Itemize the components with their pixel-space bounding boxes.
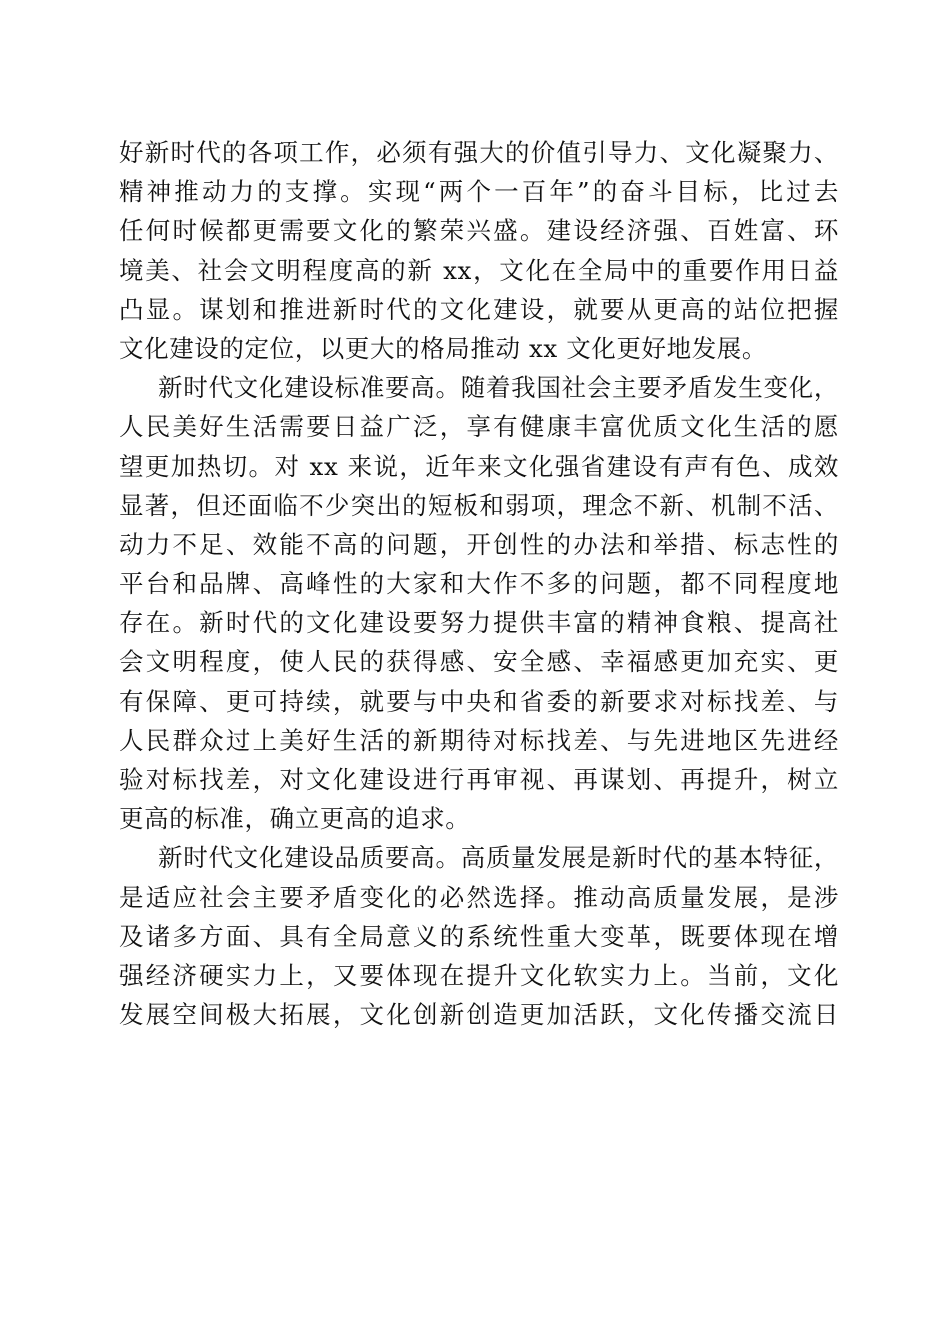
text-line: 是适应社会主要矛盾变化的必然选择。推动高质量发展，是涉	[119, 882, 839, 912]
text-line: 好新时代的各项工作，必须有强大的价值引导力、文化凝聚力、	[119, 138, 839, 167]
text-line: 人民群众过上美好生活的新期待对标找差、与先进地区先进经	[119, 725, 839, 755]
text-line: 凸显。谋划和推进新时代的文化建设，就要从更高的站位把握	[119, 294, 839, 324]
paragraph	[119, 133, 839, 368]
text-line: 发展空间极大拓展，文化创新创造更加活跃，文化传播交流日	[119, 1000, 839, 1030]
text-line: 存在。新时代的文化建设要努力提供丰富的精神食粮、提高社	[119, 608, 839, 638]
text-line: 会文明程度，使人民的获得感、安全感、幸福感更加充实、更	[119, 647, 839, 677]
text-line: 精神推动力的支撑。实现“两个一百年”的奋斗目标，比过去	[119, 177, 839, 207]
text-line: 及诸多方面、具有全局意义的系统性重大变革，既要体现在增	[119, 921, 839, 951]
text-line: 任何时候都更需要文化的繁荣兴盛。建设经济强、百姓富、环	[119, 216, 839, 246]
text-line: 更高的标准，确立更高的追求。	[119, 804, 471, 834]
text-line: 新时代文化建设标准要高。随着我国社会主要矛盾发生变化，	[158, 373, 839, 403]
text-line: 人民美好生活需要日益广泛，享有健康丰富优质文化生活的愿	[119, 412, 839, 442]
paragraph	[119, 368, 839, 838]
text-line: 动力不足、效能不高的问题，开创性的办法和举措、标志性的	[119, 529, 839, 559]
text-line: 显著，但还面临不少突出的短板和弱项，理念不新、机制不活、	[119, 490, 839, 520]
paragraph	[119, 838, 839, 1034]
text-line: 望更加热切。对 xx 来说，近年来文化强省建设有声有色、成效	[119, 451, 839, 481]
text-line: 境美、社会文明程度高的新 xx，文化在全局中的重要作用日益	[119, 255, 839, 285]
text-line: 平台和品牌、高峰性的大家和大作不多的问题，都不同程度地	[119, 569, 839, 599]
text-line: 文化建设的定位，以更大的格局推动 xx 文化更好地发展。	[119, 333, 768, 363]
text-line: 新时代文化建设品质要高。高质量发展是新时代的基本特征，	[158, 843, 839, 873]
text-line: 验对标找差，对文化建设进行再审视、再谋划、再提升，树立	[119, 765, 839, 794]
document-body	[119, 133, 839, 1034]
text-line: 强经济硬实力上，又要体现在提升文化软实力上。当前，文化	[119, 960, 839, 990]
text-line: 有保障、更可持续，就要与中央和省委的新要求对标找差、与	[119, 686, 839, 716]
